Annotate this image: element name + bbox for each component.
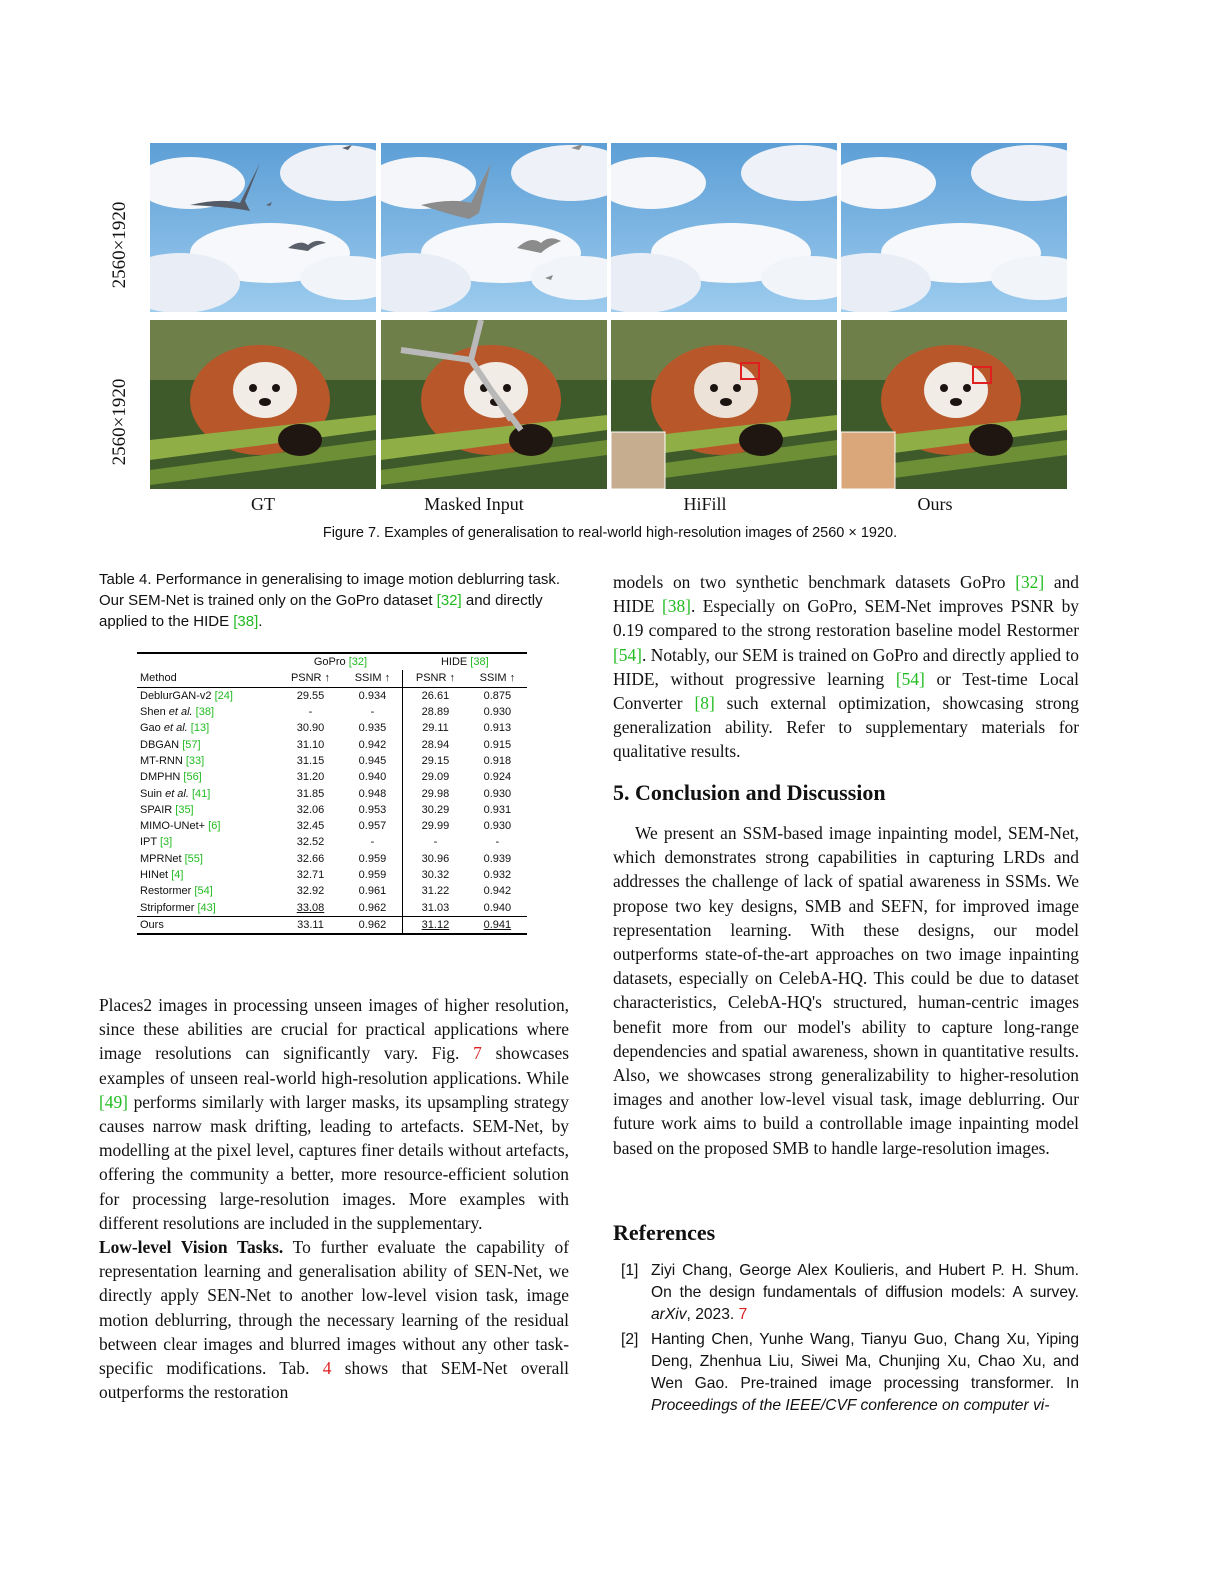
citation-link[interactable]: [35] — [175, 803, 194, 816]
citation-link[interactable]: [38] — [195, 706, 215, 719]
row-label-bottom: 2560×1920 — [109, 378, 130, 466]
table-row: SPAIR [35] 32.06 0.953 30.29 0.931 — [137, 802, 527, 818]
citation-link[interactable]: [54] — [895, 668, 925, 689]
table-row: Suin et al. [41] 31.85 0.948 29.98 0.930 — [137, 785, 527, 801]
reference-item: [2] Hanting Chen, Yunhe Wang, Tianyu Guo, Chang Xu, Yiping Deng, Zhenhua Liu, Siwei Ma, Chunjing Xu, Chao Xu, and Wen Gao. Pre-trained image processing transformer. In Proceedings of the IEEE/CVF conference on computer vi- — [621, 1331, 1079, 1414]
reference-item: [1] Ziyi Chang, George Alex Koulieris, and Hubert P. H. Shum. On the design fundamentals of diffusion models: A survey. arXiv, 2023. 7 — [621, 1262, 1079, 1323]
table-link[interactable]: 4 — [322, 1358, 332, 1379]
column-header: Method — [140, 672, 177, 685]
citation-link[interactable]: [55] — [184, 852, 203, 865]
citation-link[interactable]: [33] — [185, 754, 205, 767]
column-header: SSIM ↑ — [479, 672, 516, 685]
group-header-hide: HIDE [38] — [440, 656, 489, 669]
conclusion-paragraph: We present an SSM-based image inpainting model, SEM-Net, which demonstrates strong capabilities in capturing LRDs and addresses the challenge of lack of spatial awareness in SSMs. We propose two key designs, SMB and SEFN, for improved image representation learning. With these designs, our model outperforms state-of-the-art approaches on two image inpainting datasets, especially on CelebA-HQ. This could be due to dataset characteristics, CelebA-HQ's structured, human-centric images benefit more from our model's ability to capture long-range dependencies and spatial awareness, shown in quantitative results. Also, we showcases strong generalizability to higher-resolution images and another low-level visual task, image deblurring. Our future work aims to build a controllable image inpainting model based on the proposed SMB to handle large-resolution images. — [613, 823, 1079, 1158]
table-row: Restormer [54] 32.92 0.961 31.22 0.942 — [137, 883, 527, 899]
citation-link[interactable]: [54] — [613, 644, 642, 665]
citation-link[interactable]: [56] — [183, 771, 202, 784]
citation-link[interactable]: [38] — [233, 613, 259, 630]
table-row-ours: Ours 33.11 0.962 31.12 0.941 — [137, 916, 527, 934]
citation-link[interactable]: [3] — [159, 836, 173, 849]
group-header-gopro: GoPro [32] — [313, 656, 368, 669]
table-row: DMPHN [56] 31.20 0.940 29.09 0.924 — [137, 769, 527, 785]
reference-list — [613, 1260, 1079, 1420]
row-label-top: 2560×1920 — [109, 201, 130, 289]
references-title: References — [613, 1220, 716, 1245]
table-row: DBGAN [57] 31.10 0.942 28.94 0.915 — [137, 736, 527, 752]
citation-link[interactable]: [32] — [436, 592, 462, 609]
citation-link[interactable]: [54] — [194, 885, 213, 898]
citation-link[interactable]: [43] — [197, 901, 216, 914]
sky-ours-image — [841, 143, 1067, 312]
col-label-hifill: HiFill — [683, 494, 727, 514]
section-title: 5. Conclusion and Discussion — [613, 780, 886, 805]
citation-link[interactable]: [41] — [192, 787, 211, 800]
right-paragraph-1: models on two synthetic benchmark datasets GoPro [32] and HIDE [38]. Especially on GoPro, SEM-Net improves PSNR by 0.19 compared to the strong restoration baseline model Restormer [54]. Notably, our SEM is trained on GoPro and directly applied to HIDE, without progressive learning [54] or Test-time Local Converter [8] such external optimization, showcasing strong generalization ability. Refer to supplementary materials for qualitative results. — [613, 572, 1079, 762]
citation-link[interactable]: [6] — [208, 820, 221, 833]
sky-hifill-image — [611, 143, 837, 312]
column-header: SSIM ↑ — [354, 672, 391, 685]
table-row: DeblurGAN-v2 [24] 29.55 0.934 26.61 0.875 — [137, 687, 527, 704]
table-row: MT-RNN [33] 31.15 0.945 29.15 0.918 — [137, 753, 527, 769]
paragraph-heading: Low-level Vision Tasks. — [99, 1237, 284, 1258]
citation-link[interactable]: [24] — [214, 689, 233, 702]
col-label-masked: Masked Input — [424, 494, 524, 514]
citation-link[interactable]: [32] — [1015, 572, 1045, 592]
panda-ours-image — [841, 320, 1067, 489]
sky-gt-image — [150, 143, 376, 312]
citation-link[interactable]: [13] — [190, 722, 210, 735]
column-header: PSNR ↑ — [290, 672, 331, 685]
table-row: MPRNet [55] 32.66 0.959 30.96 0.939 — [137, 851, 527, 867]
table-row: HINet [4] 32.71 0.959 30.32 0.932 — [137, 867, 527, 883]
citation-link[interactable]: [4] — [171, 869, 184, 881]
citation-link[interactable]: [38] — [661, 596, 691, 617]
column-header: PSNR ↑ — [403, 670, 468, 687]
table-caption: Table 4. Performance in generalising to image motion deblurring task. Our SEM-Net is trained only on the GoPro dataset [32] and directly applied to the HIDE [38]. — [99, 571, 561, 630]
figure-link[interactable]: 7 — [473, 1043, 482, 1064]
backref-link[interactable]: 7 — [738, 1306, 748, 1323]
col-label-ours: Ours — [917, 494, 953, 514]
results-table — [137, 652, 527, 935]
table-row: MIMO-UNet+ [6] 32.45 0.957 29.99 0.930 — [137, 818, 527, 834]
panda-gt-image — [150, 320, 376, 489]
panda-hifill-image — [611, 320, 837, 489]
citation-link[interactable]: [8] — [694, 693, 715, 714]
table-row: Shen et al. [38] - - 28.89 0.930 — [137, 704, 527, 720]
table-row: Stripformer [43] 33.08 0.962 31.03 0.940 — [137, 899, 527, 916]
figure-caption: Figure 7. Examples of generalisation to real-world high-resolution images of 2560 × 1920. — [322, 525, 898, 541]
table-row: Gao et al. [13] 30.90 0.935 29.11 0.913 — [137, 720, 527, 736]
citation-link[interactable]: [49] — [99, 1091, 128, 1112]
panda-masked-image — [381, 320, 607, 489]
table-row: IPT [3] 32.52 - - - — [137, 834, 527, 850]
left-paragraph-1: Places2 images in processing unseen images of higher resolution, since these abilities are crucial for practical applications where image resolutions can significantly vary. Fig. 7 showcases examples of unseen real-world high-resolution applications. While [49] performs similarly with larger masks, its upsampling strategy causes narrow mask drifting, leading to artefacts. SEM-Net, by modelling at the pixel level, captures finer details without artefacts, offering the community a better, more resource-efficient solution for processing large-resolution images. More examples with different resolutions are included in the supplementary. Low-level Vision Tasks. To further evaluate the capability of representation learning and generalisation ability of SEN-Net, we directly apply SEN-Net to another low-level vision task, image motion deblurring, through the necessary learning of the residual between clear images and blurred images without any other task-specific modifications. Tab. 4 shows that SEM-Net overall outperforms the restoration — [99, 995, 569, 1403]
citation-link[interactable]: [57] — [182, 738, 201, 751]
col-label-gt: GT — [251, 494, 275, 514]
sky-masked-image — [381, 143, 607, 312]
